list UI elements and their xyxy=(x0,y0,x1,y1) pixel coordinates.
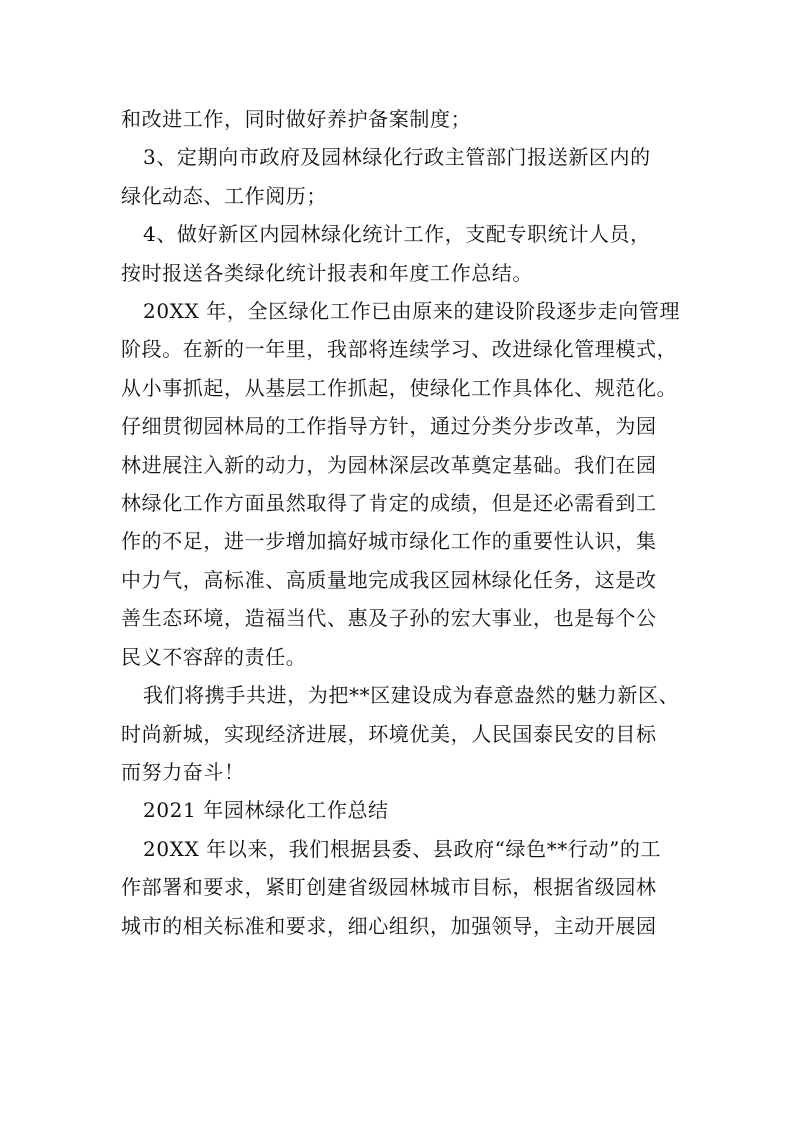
text-line: 时尚新城，实现经济进展，环境优美，人民国泰民安的目标 xyxy=(121,721,657,746)
text-line: 林绿化工作方面虽然取得了肯定的成绩，但是还必需看到工 xyxy=(121,491,657,516)
text-line: 林进展注入新的动力，为园林深层改革奠定基础。我们在园 xyxy=(121,452,657,477)
text-line: 而努力奋斗！ xyxy=(121,759,245,784)
text-line: 2021 年园林绿化工作总结 xyxy=(143,798,389,823)
text-line: 民义不容辞的责任。 xyxy=(121,644,307,669)
text-line: 20XX 年以来，我们根据县委、县政府“绿色**行动”的工 xyxy=(143,836,662,861)
text-line: 仔细贯彻园林局的工作指导方针，通过分类分步改革，为园 xyxy=(121,414,657,439)
text-line: 20XX 年，全区绿化工作已由原来的建设阶段逐步走向管理 xyxy=(143,299,681,324)
text-line: 城市的相关标准和要求，细心组织，加强领导，主动开展园 xyxy=(121,913,657,938)
document-page xyxy=(121,100,681,945)
text-line: 和改进工作，同时做好养护备案制度； xyxy=(121,107,472,131)
text-line: 作的不足，进一步增加搞好城市绿化工作的重要性认识，集 xyxy=(121,529,657,554)
text-line: 阶段。在新的一年里，我部将连续学习、改进绿化管理模式， xyxy=(121,337,678,362)
text-line: 绿化动态、工作阅历； xyxy=(121,183,327,208)
text-line: 3、定期向市政府及园林绿化行政主管部门报送新区内的 xyxy=(143,145,651,170)
text-line: 善生态环境，造福当代、惠及子孙的宏大事业，也是每个公 xyxy=(121,606,657,631)
text-line: 作部署和要求，紧盯创建省级园林城市目标，根据省级园林 xyxy=(121,875,657,900)
text-line: 从小事抓起，从基层工作抓起，使绿化工作具体化、规范化。 xyxy=(121,375,678,400)
text-line: 按时报送各类绿化统计报表和年度工作总结。 xyxy=(121,260,533,285)
text-line: 4、做好新区内园林绿化统计工作，支配专职统计人员， xyxy=(143,222,651,247)
text-line: 我们将携手共进，为把**区建设成为春意盎然的魅力新区、 xyxy=(143,683,680,708)
text-line: 中力气，高标准、高质量地完成我区园林绿化任务，这是改 xyxy=(121,567,657,592)
